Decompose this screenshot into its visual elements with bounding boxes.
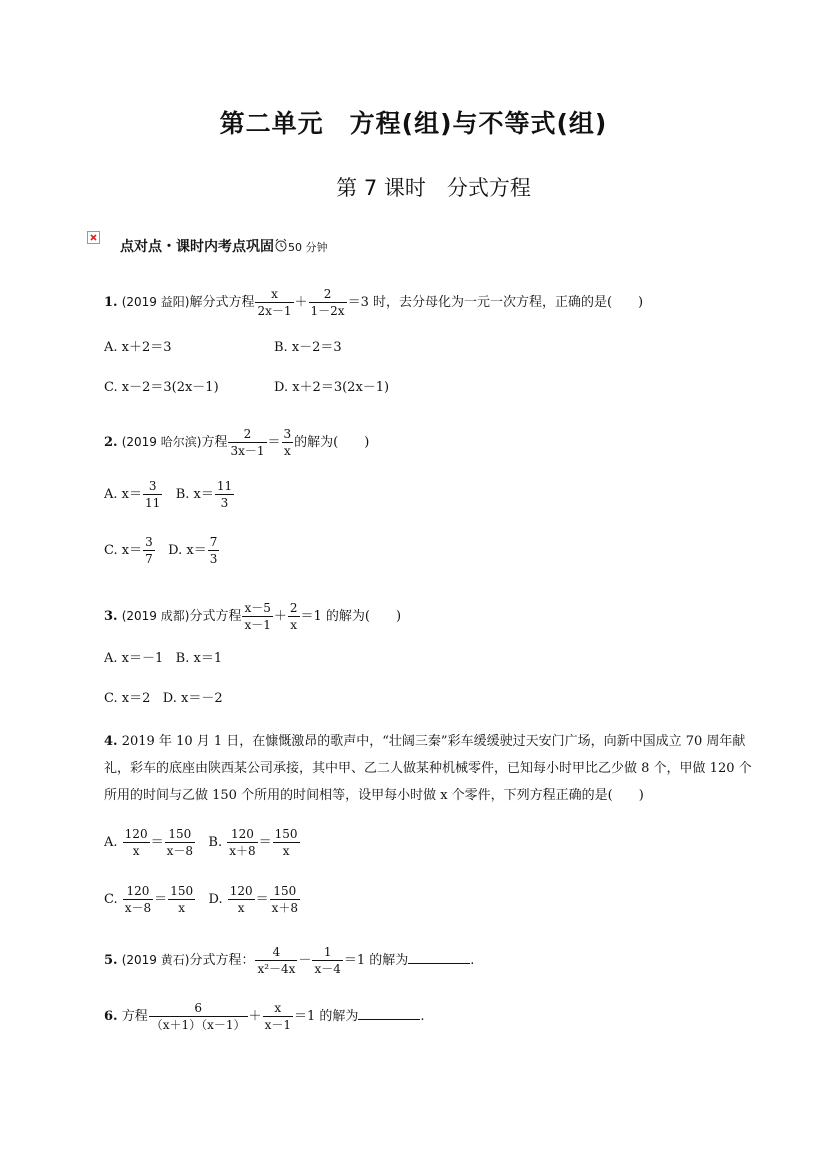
- alarm-clock-icon: [274, 239, 288, 255]
- question-text: ＝1 的解为: [293, 1009, 359, 1024]
- q2-option-a: A. x＝: [104, 487, 142, 502]
- question-number: 4.: [104, 734, 118, 749]
- fraction: $\frac{1}{x-4}$: [314, 945, 341, 976]
- question-3: 3. (2019 成都)分式方程 $\frac{x-5}{x-1}$ ＋ $\frac{2}{x}$ ＝1 的解为( ): [104, 601, 402, 632]
- question-5: 5. (2019 黄石)分式方程： $\frac{4}{\text{x²－4x}}$ － $\frac{1}{x-4}$ ＝1 的解为 .: [104, 945, 475, 976]
- q1-option-a: A. x＋2＝3: [104, 340, 172, 355]
- question-text: 方程: [201, 435, 228, 450]
- q3-option-c: C. x＝2: [104, 691, 151, 706]
- question-text: 解分式方程: [189, 295, 255, 310]
- question-number: 3.: [104, 609, 118, 624]
- q4-option-d: D.: [208, 892, 223, 907]
- fraction: $\frac{2}{x}$: [289, 601, 298, 632]
- question-1: 1. (2019 益阳)解分式方程 $\frac{x}{2x-1}$ ＋ $\frac{2}{1-2x}$ ＝3 时，去分母化为一元一次方程，正确的是( ): [104, 287, 644, 318]
- question-text: 2019 年 10 月 1 日，在慷慨激昂的歌声中，“壮阔三秦”彩车缓缓驶过天安门广场，向新中国成立 70 周年献礼，彩车的底座由陕西某公司承接，其中甲、乙二人做某种机械零件，已知每小时甲比乙少做 8 个，甲做 120 个所用的时间与乙做 150 个所用的时间相等，设甲每小时做 x 个零件，下列方程正确的是( ): [104, 734, 752, 803]
- section-heading: [120, 236, 328, 256]
- q3-options-cd: [104, 690, 223, 708]
- answer-blank[interactable]: [358, 1007, 420, 1020]
- question-text: ＝3 时，去分母化为一元一次方程，正确的是( ): [347, 295, 644, 310]
- question-number: 5.: [104, 953, 118, 968]
- q4-options-ab: A. $\frac{120}{x}$ ＝ $\frac{150}{x-8}$ B. $\frac{120}{x+8}$ ＝ $\frac{150}{x}$: [104, 827, 298, 858]
- time-limit: 50 分钟: [288, 241, 328, 254]
- q2-option-b: B. x＝: [175, 487, 214, 502]
- lesson-title: 第 7 课时 分式方程: [336, 176, 531, 200]
- question-2: 2. (2019 哈尔滨)方程 $\frac{2}{3x-1}$ ＝ $\frac{3}{x}$ 的解为( ): [104, 427, 370, 458]
- q2-option-c: C. x＝: [104, 543, 143, 558]
- q2-option-d: D. x＝: [168, 543, 207, 558]
- q4-option-a: A.: [104, 835, 118, 850]
- question-4: [104, 728, 764, 809]
- broken-image-icon: [87, 231, 100, 244]
- question-source: (2019 黄石): [121, 953, 190, 967]
- question-text: ＝1 的解为( ): [300, 609, 402, 624]
- question-text: 的解为( ): [294, 435, 370, 450]
- fraction: $\frac{2}{3x-1}$: [230, 427, 265, 458]
- fraction: $\frac{4}{\text{x²－4x}}$: [257, 945, 296, 976]
- question-text: 分式方程：: [189, 953, 255, 968]
- question-number: 6.: [104, 1009, 118, 1024]
- fraction: $\frac{x-5}{x-1}$: [244, 601, 271, 632]
- question-source: (2019 益阳): [121, 295, 190, 309]
- question-text: ＝1 的解为: [343, 953, 409, 968]
- fraction: $\frac{6}{(x+1)(x-1)}$: [150, 1001, 246, 1032]
- q4-options-cd: C. $\frac{120}{x-8}$ ＝ $\frac{150}{x}$ D. $\frac{120}{x}$ ＝ $\frac{150}{x+8}$: [104, 884, 299, 915]
- fraction: $\frac{x}{x-1}$: [264, 1001, 291, 1032]
- fraction: $\frac{2}{1-2x}$: [310, 287, 345, 318]
- question-text: 分式方程: [189, 609, 242, 624]
- q2-options-ab: A. x＝ $\frac{3}{11}$ B. x＝ $\frac{11}{3}$: [104, 479, 233, 510]
- answer-blank[interactable]: [408, 951, 470, 964]
- question-6: 6. 方程 $\frac{6}{(x+1)(x-1)}$ ＋ $\frac{x}{x-1}$ ＝1 的解为 .: [104, 1001, 425, 1032]
- question-text: 方程: [121, 1009, 148, 1024]
- fraction: $\frac{x}{2x-1}$: [257, 287, 292, 318]
- q2-options-cd: C. x＝ $\frac{3}{7}$ D. x＝ $\frac{7}{3}$: [104, 535, 218, 566]
- q3-option-a: A. x＝－1: [104, 651, 164, 666]
- q1-option-b: B. x－2＝3: [274, 340, 342, 355]
- q4-option-b: B.: [208, 835, 223, 850]
- q3-options-ab: [104, 650, 222, 668]
- unit-title: 第二单元 方程(组)与不等式(组): [219, 109, 608, 138]
- q1-option-c: C. x－2＝3(2x－1): [104, 380, 219, 395]
- question-number: 1.: [104, 295, 118, 310]
- q4-option-c: C.: [104, 892, 118, 907]
- section-title: 点对点・课时内考点巩固: [120, 239, 274, 255]
- question-number: 2.: [104, 435, 118, 450]
- question-source: (2019 哈尔滨): [121, 435, 202, 449]
- q3-option-d: D. x＝－2: [162, 691, 223, 706]
- q1-option-d: D. x＋2＝3(2x－1): [274, 380, 390, 395]
- question-source: (2019 成都): [121, 609, 190, 623]
- q3-option-b: B. x＝1: [175, 651, 223, 666]
- fraction: $\frac{3}{x}$: [283, 427, 292, 458]
